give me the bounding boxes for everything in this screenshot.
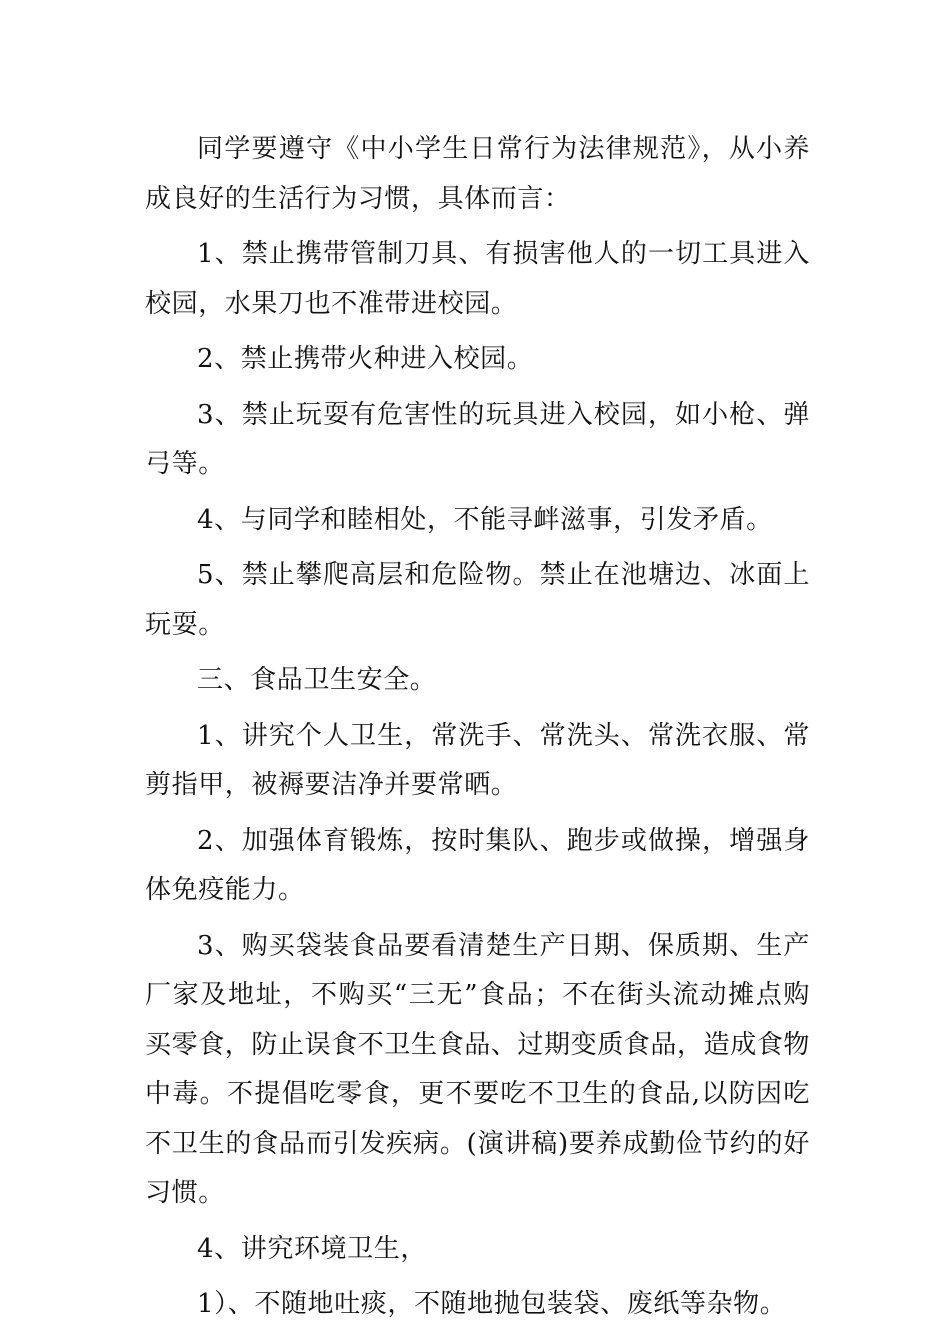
paragraph-9: 2、加强体育锻炼，按时集队、跑步或做操，增强身体免疫能力。 (145, 825, 810, 905)
paragraph-8: 1、讲究个人卫生，常洗手、常洗头、常洗衣服、常剪指甲，被褥要洁净并要常晒。 (145, 720, 810, 800)
document-page (145, 125, 810, 1336)
paragraph-5: 4、与同学和睦相处，不能寻衅滋事，引发矛盾。 (197, 504, 773, 535)
paragraph-11: 4、讲究环境卫生， (197, 1233, 427, 1264)
paragraph-4: 3、禁止玩耍有危害性的玩具进入校园，如小枪、弹弓等。 (145, 399, 810, 479)
paragraph-6: 5、禁止攀爬高层和危险物。禁止在池塘边、冰面上玩耍。 (145, 560, 810, 640)
paragraph-3: 2、禁止携带火种进入校园。 (197, 344, 534, 374)
paragraph-12: 1）、不随地吐痰，不随地抛包装袋、废纸等杂物。 (197, 1289, 787, 1319)
paragraph-2: 1、禁止携带管制刀具、有损害他人的一切工具进入校园，水果刀也不准带进校园。 (145, 239, 810, 319)
paragraph-1: 同学要遵守《中小学生日常行为法律规范》，从小养成良好的生活行为习惯，具体而言： (145, 134, 810, 214)
section-heading: 三、食品卫生安全。 (197, 665, 437, 695)
paragraph-10: 3、购买袋装食品要看清楚生产日期、保质期、生产厂家及地址，不购买“三无”食品；不在街头流动摊点购买零食，防止误食不卫生食品、过期变质食品，造成食物中毒。不提倡吃零食，更不要吃不卫生的食品,以防因吃不卫生的食品而引发疾病。(演讲稿)要养成勤俭节约的好习惯。 (145, 930, 811, 1208)
